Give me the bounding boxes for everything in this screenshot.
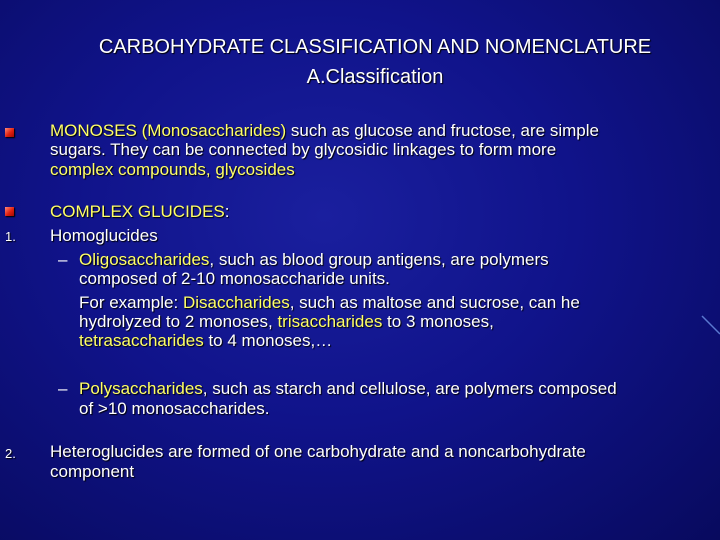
monoses-line-1: MONOSES (Monosaccharides) such as glucose and fructose, are simple [50, 121, 599, 140]
homoglucides-label: Homoglucides [50, 226, 158, 245]
slide-title [30, 32, 720, 92]
poly-line-1: Polysaccharides, such as starch and cellulose, are polymers composed [79, 379, 617, 398]
oligo-term: Oligosaccharides [79, 250, 210, 269]
disaccharides-term: Disaccharides [182, 293, 290, 312]
monoses-line-3: complex compounds, glycosides [50, 160, 295, 179]
trisaccharides-term: trisaccharides [277, 312, 383, 331]
tetrasaccharides-term: tetrasaccharides [79, 331, 204, 350]
oligo-line-1: Oligosaccharides, such as blood group antigens, are polymers [79, 250, 549, 269]
oligo-dash: – [58, 250, 68, 269]
polysaccharides-term: Polysaccharides [79, 379, 203, 398]
title-line-1: CARBOHYDRATE CLASSIFICATION AND NOMENCLATURE [98, 36, 652, 58]
title-line-2: A.Classification [306, 66, 444, 88]
monoses-term: MONOSES (Monosaccharides) [50, 121, 287, 140]
poly-dash: – [58, 379, 68, 398]
monoses-line-2: sugars. They can be connected by glycosidic linkages to form more [50, 140, 557, 159]
poly-line-2: of >10 monosaccharides. [79, 399, 270, 418]
decorative-diagonal-line [702, 316, 720, 334]
oligo-line-4: hydrolyzed to 2 monoses, trisaccharides to 3 monoses, [79, 312, 494, 331]
list-number-2: 2. [5, 446, 16, 461]
bullet-icon [5, 128, 14, 137]
list-number-1: 1. [5, 229, 16, 244]
oligo-line-5: tetrasaccharides to 4 monoses,… [79, 331, 333, 350]
bullet-icon [5, 207, 14, 216]
complex-glucides-heading: COMPLEX GLUCIDES: [50, 202, 230, 221]
complex-glucides-term: COMPLEX GLUCIDES [50, 202, 225, 221]
oligo-line-2: composed of 2-10 monosaccharide units. [79, 269, 390, 288]
oligo-example-line: For example: Disaccharides, such as maltose and sucrose, can he [79, 293, 580, 312]
hetero-line-1: Heteroglucides are formed of one carbohydrate and a noncarbohydrate [50, 442, 586, 461]
hetero-line-2: component [50, 462, 135, 481]
